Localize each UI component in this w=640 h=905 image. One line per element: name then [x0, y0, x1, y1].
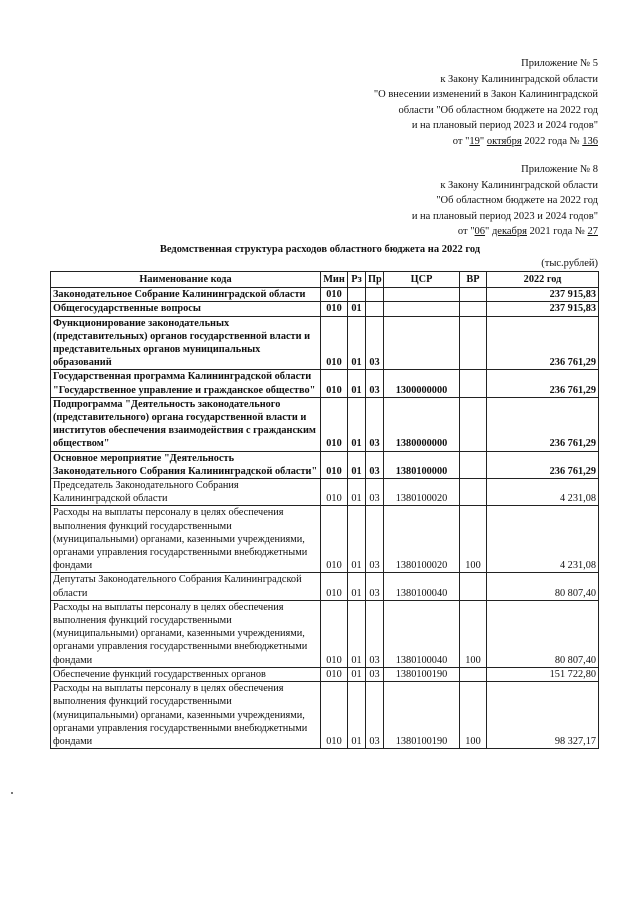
table-row	[51, 370, 599, 397]
col-header-name: Наименование кода	[51, 272, 321, 288]
row-pr: 03	[366, 397, 384, 451]
row-rz: 01	[348, 451, 366, 478]
row-pr: 03	[366, 573, 384, 600]
row-pr: 03	[366, 682, 384, 749]
table-header-row	[51, 272, 599, 288]
appendix-5-law-ref: к Закону Калининградской области	[440, 73, 598, 85]
row-amount: 236 761,29	[487, 370, 599, 397]
row-name: Расходы на выплаты персоналу в целях обеспечения выполнения функций государственными (муниципальными) органами, казенными учреждениями, органами управления государственными внебюджетными фондами	[51, 600, 321, 667]
col-header-pr: Пр	[366, 272, 384, 288]
row-amount: 237 915,83	[487, 302, 599, 316]
row-csr	[384, 316, 460, 370]
col-header-rz: Рз	[348, 272, 366, 288]
row-csr: 1380100040	[384, 573, 460, 600]
appendix-8-title: Приложение № 8	[521, 164, 598, 175]
row-rz: 01	[348, 682, 366, 749]
row-rz: 01	[348, 573, 366, 600]
row-csr: 1380100190	[384, 682, 460, 749]
row-pr: 03	[366, 451, 384, 478]
row-min: 010	[321, 370, 348, 397]
row-pr	[366, 302, 384, 316]
row-pr: 03	[366, 667, 384, 681]
row-min: 010	[321, 397, 348, 451]
document-title: Ведомственная структура расходов областного бюджета на 2022 год	[159, 244, 481, 255]
row-name: Подпрограмма "Деятельность законодательного (представительного) органа государственной власти и институтов обеспечения взаимодействия с гражданским обществом"	[51, 397, 321, 451]
row-min: 010	[321, 667, 348, 681]
appendix-8-date-line: от "06" декабря 2021 года № 27	[457, 226, 598, 237]
row-vr	[460, 479, 487, 506]
date-year: 2022 года №	[521, 135, 583, 147]
row-csr: 1380100020	[384, 506, 460, 573]
row-name: Основное мероприятие "Деятельность Законодательного Собрания Калининградской области"	[51, 451, 321, 478]
appendix-8-law-name-1: "Об областном бюджете на 2022 год	[436, 195, 598, 206]
row-amount: 4 231,08	[487, 479, 599, 506]
table-row	[51, 302, 599, 316]
scan-dot	[11, 792, 13, 794]
row-name: Расходы на выплаты персоналу в целях обеспечения выполнения функций государственными (муниципальными) органами, казенными учреждениями, органами управления государственными внебюджетными фондами	[51, 682, 321, 749]
row-vr: 100	[460, 600, 487, 667]
row-name: Депутаты Законодательного Собрания Калининградской области	[51, 573, 321, 600]
row-csr	[384, 302, 460, 316]
row-pr: 03	[366, 600, 384, 667]
row-name: Председатель Законодательного Собрания Калининградской области	[51, 479, 321, 506]
row-rz: 01	[348, 302, 366, 316]
appendix-8-header	[412, 162, 598, 240]
row-csr: 1380000000	[384, 397, 460, 451]
row-name: Государственная программа Калининградской области "Государственное управление и гражданское общество"	[51, 370, 321, 397]
row-min: 010	[321, 316, 348, 370]
row-min: 010	[321, 682, 348, 749]
row-amount: 98 327,17	[487, 682, 599, 749]
row-pr: 03	[366, 316, 384, 370]
law-number: 136	[582, 135, 598, 147]
row-name: Функционирование законодательных (представительных) органов государственной власти и представительных органов муниципальных образований	[51, 316, 321, 370]
row-pr: 03	[366, 506, 384, 573]
table-row	[51, 682, 599, 749]
row-min: 010	[321, 506, 348, 573]
row-vr	[460, 397, 487, 451]
appendix-5-title: Приложение № 5	[521, 58, 598, 69]
col-header-amount: 2022 год	[487, 272, 599, 288]
row-min: 010	[321, 600, 348, 667]
table-row	[51, 573, 599, 600]
row-pr: 03	[366, 370, 384, 397]
row-amount: 236 761,29	[487, 451, 599, 478]
row-rz	[348, 288, 366, 302]
row-csr: 1300000000	[384, 370, 460, 397]
row-csr: 1380100040	[384, 600, 460, 667]
units-label: (тыс.рублей)	[541, 258, 598, 269]
date-prefix: от "	[452, 135, 470, 147]
row-min: 010	[321, 288, 348, 302]
col-header-csr: ЦСР	[384, 272, 460, 288]
row-min: 010	[321, 302, 348, 316]
row-name: Расходы на выплаты персоналу в целях обеспечения выполнения функций государственными (муниципальными) органами, казенными учреждениями, органами управления государственными внебюджетными фондами	[51, 506, 321, 573]
budget-table	[50, 271, 599, 749]
row-vr: 100	[460, 682, 487, 749]
date-year: 2021 года №	[526, 226, 588, 237]
row-csr	[384, 288, 460, 302]
table-row	[51, 600, 599, 667]
row-min: 010	[321, 479, 348, 506]
row-vr	[460, 288, 487, 302]
row-vr: 100	[460, 506, 487, 573]
table-row	[51, 397, 599, 451]
row-vr	[460, 302, 487, 316]
date-prefix: от "	[457, 226, 475, 237]
row-vr	[460, 667, 487, 681]
row-amount: 236 761,29	[487, 397, 599, 451]
row-rz: 01	[348, 397, 366, 451]
row-csr: 1380100020	[384, 479, 460, 506]
table-row	[51, 479, 599, 506]
row-amount: 80 807,40	[487, 600, 599, 667]
appendix-5-header	[374, 56, 598, 149]
appendix-5-law-name-1: "О внесении изменений в Закон Калининградской	[373, 89, 598, 100]
law-number: 27	[587, 226, 598, 237]
table-row	[51, 451, 599, 478]
row-amount: 237 915,83	[487, 288, 599, 302]
row-min: 010	[321, 573, 348, 600]
date-day: 06	[474, 226, 486, 237]
appendix-8-law-name-2: и на плановый период 2023 и 2024 годов"	[411, 210, 598, 222]
table-row	[51, 667, 599, 681]
date-month: октября	[486, 135, 522, 147]
row-rz: 01	[348, 506, 366, 573]
row-amount: 4 231,08	[487, 506, 599, 573]
appendix-5-date-line: от "19" октября 2022 года № 136	[452, 135, 598, 147]
col-header-min: Мин	[321, 272, 348, 288]
row-vr	[460, 451, 487, 478]
row-pr: 03	[366, 479, 384, 506]
table-row	[51, 288, 599, 302]
appendix-8-law-ref: к Закону Калининградской области	[440, 179, 598, 191]
row-rz: 01	[348, 479, 366, 506]
row-rz: 01	[348, 316, 366, 370]
row-vr	[460, 370, 487, 397]
row-csr: 1380100190	[384, 667, 460, 681]
row-name: Законодательное Собрание Калининградской области	[51, 288, 321, 302]
appendix-5-law-name-2: области "Об областном бюджете на 2022 год	[398, 104, 598, 116]
date-month: декабря	[491, 226, 527, 237]
row-rz: 01	[348, 667, 366, 681]
row-vr	[460, 316, 487, 370]
appendix-5-law-name-3: и на плановый период 2023 и 2024 годов"	[411, 120, 598, 131]
date-day: 19	[469, 135, 480, 147]
row-name: Обеспечение функций государственных органов	[51, 667, 321, 681]
row-amount: 80 807,40	[487, 573, 599, 600]
row-amount: 236 761,29	[487, 316, 599, 370]
row-pr	[366, 288, 384, 302]
row-rz: 01	[348, 600, 366, 667]
row-amount: 151 722,80	[487, 667, 599, 681]
row-vr	[460, 573, 487, 600]
col-header-vr: ВР	[460, 272, 487, 288]
row-csr: 1380100000	[384, 451, 460, 478]
row-name: Общегосударственные вопросы	[51, 302, 321, 316]
table-row	[51, 316, 599, 370]
row-rz: 01	[348, 370, 366, 397]
row-min: 010	[321, 451, 348, 478]
table-row	[51, 506, 599, 573]
